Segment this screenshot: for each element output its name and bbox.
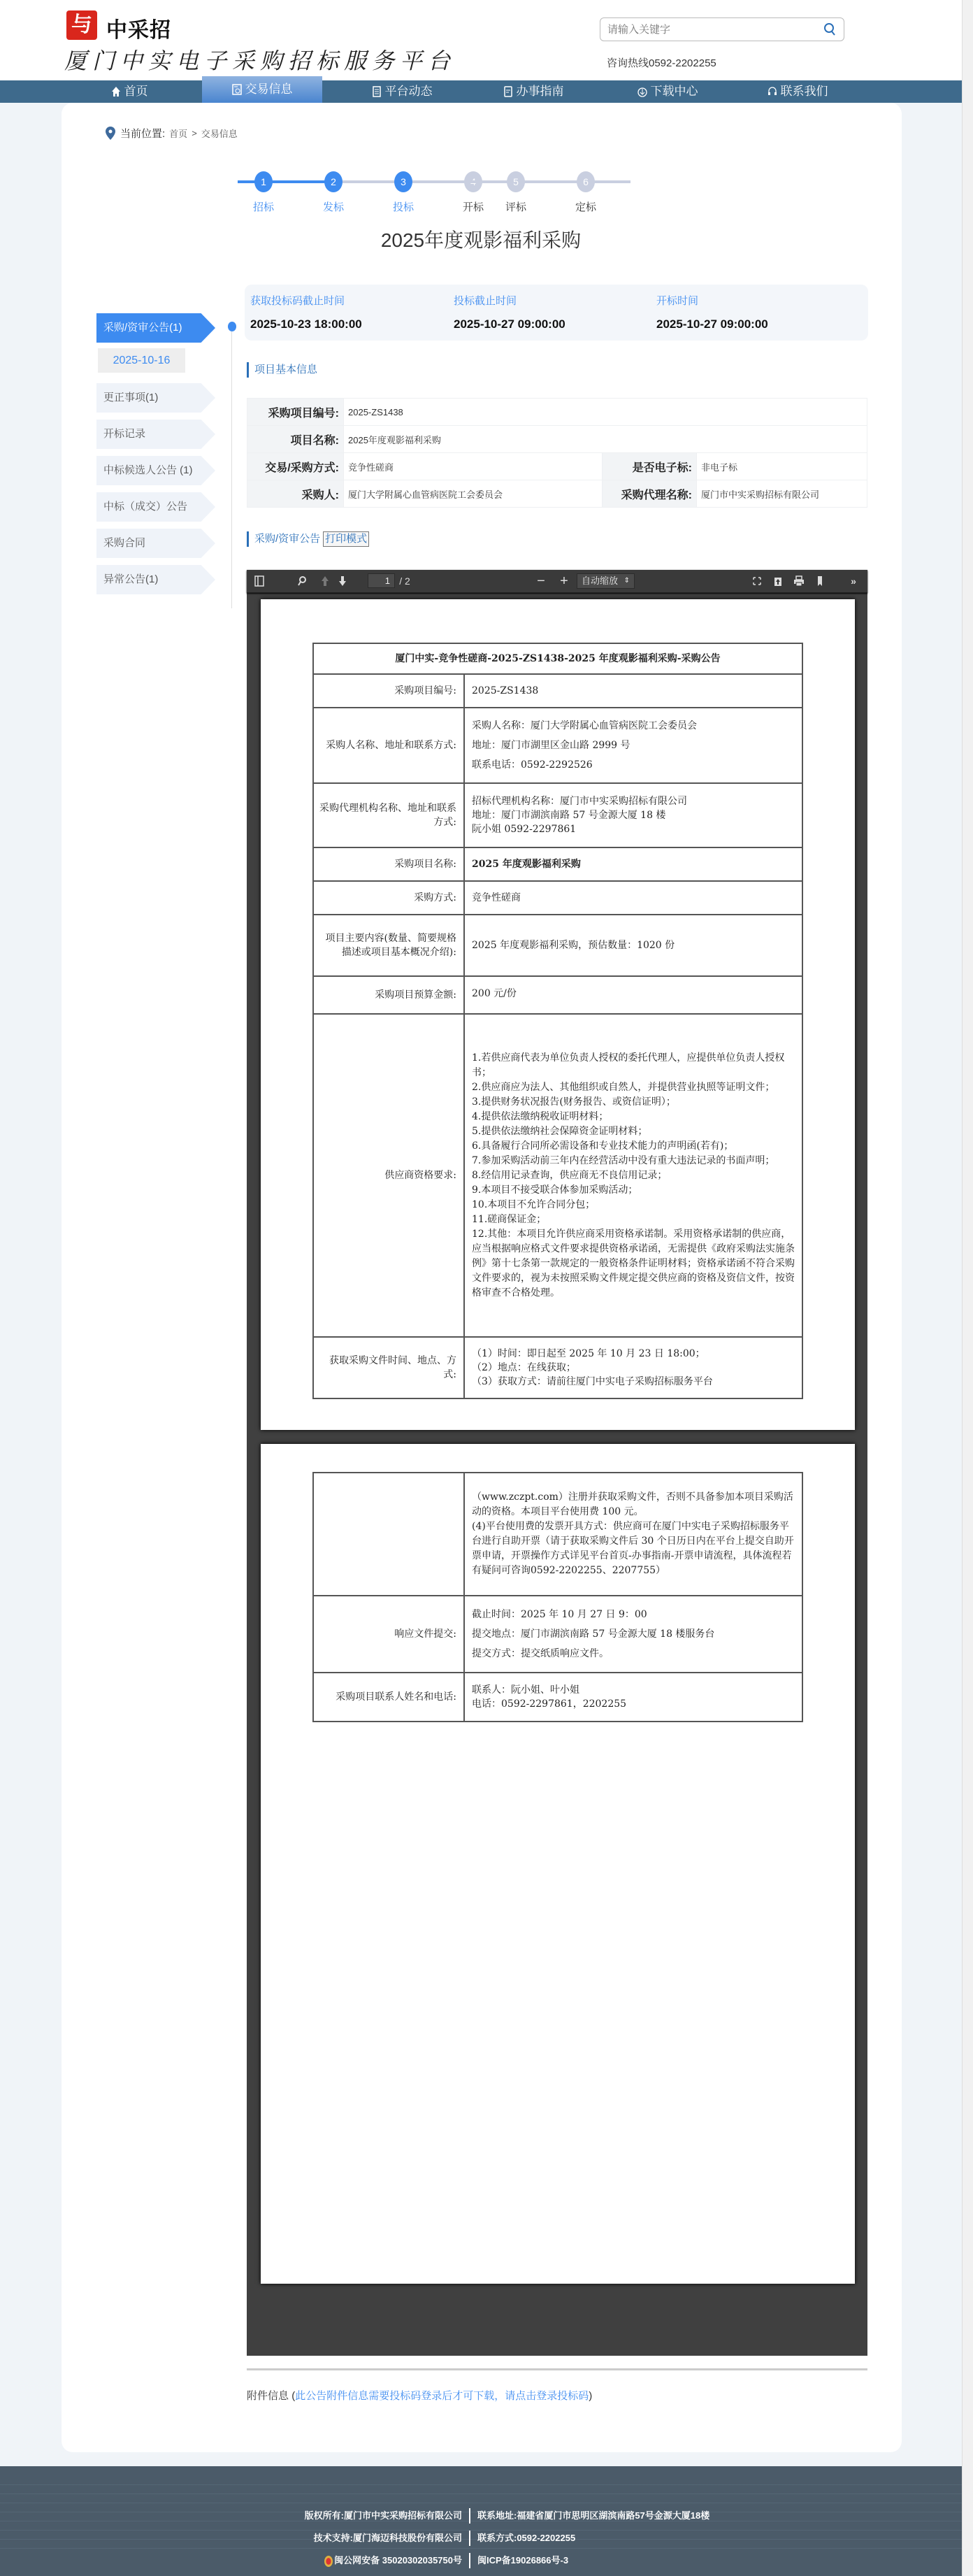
search-input[interactable] xyxy=(600,18,810,41)
home-icon xyxy=(111,86,121,97)
hotline: 咨询热线0592-2202255 xyxy=(607,57,716,69)
step-1: 1 招标 xyxy=(253,171,274,214)
project-info-table: 采购项目编号: 2025-ZS1438 项目名称: 2025年度观影福利采购 交易/采购方式: 竞争性磋商 是否电子标: 非电子标 采购人: 厦门大学附属心血管病医院工会委员会 采购代理名称: 厦门市中实采购招标有限公司 xyxy=(247,398,867,508)
zoom-in-button[interactable]: + xyxy=(560,573,568,589)
time-opening: 开标时间 2025-10-27 09:00:00 xyxy=(656,295,768,331)
main-nav xyxy=(0,80,962,103)
document-icon xyxy=(232,84,242,95)
headset-icon xyxy=(767,86,777,97)
nav-label: 办事指南 xyxy=(516,85,564,98)
footer-police-record[interactable]: 闽公网安备 35020302035750号 xyxy=(0,2552,469,2570)
time-bid-deadline: 投标截止时间 2025-10-27 09:00:00 xyxy=(454,295,565,331)
police-badge-icon xyxy=(324,2556,333,2567)
site-header xyxy=(0,0,962,80)
tools-menu-icon[interactable]: » xyxy=(851,575,856,587)
nav-label: 首页 xyxy=(124,85,148,98)
step-6: 6 定标 xyxy=(575,171,596,214)
page-title: 2025年度观影福利采购 xyxy=(380,229,582,251)
footer-copyright: 版权所有:厦门市中实采购招标有限公司 xyxy=(304,2510,462,2521)
notice-table-continued: （www.zczpt.com）注册并获取采购文件，否则不具备参加本项目采购活动的资格。本项目平台使用费 100 元。 (4)平台使用费的发票开具方式：供应商可在厦门中实电子采购招标服务平台进行自助开票（请于获取采购文件后 30 个日历日内在平台上提交自助开票申请，开票操作方式详见平台首页-办事指南-开票申请流程，具体流程若有疑问可咨询0592-2202255、2207755） 响应文件提交: 截止时间：2025 年 10 月 27 日 9：00 提交地点：厦门市湖滨南路 57 号金源大厦 18 楼服务台 提交方式：提交纸质响应文件。 采购项目联系人姓名和电话: 联系人：阮小姐、叶小姐 电话：0592-2297861，2202255 xyxy=(312,1472,803,1722)
next-page-icon[interactable] xyxy=(338,574,347,588)
download-icon xyxy=(637,86,647,97)
key-times-panel xyxy=(245,285,868,341)
breadcrumb xyxy=(105,126,238,141)
login-bid-code-link[interactable]: 此公告附件信息需要投标码登录后才可下载，请点击登录投标码 xyxy=(295,2390,589,2402)
breadcrumb-home[interactable]: 首页 xyxy=(169,129,188,139)
pdf-toolbar xyxy=(247,570,867,593)
footer-tech-support: 技术支持:厦门海迈科技股份有限公司 xyxy=(313,2533,462,2543)
previous-page-icon[interactable] xyxy=(320,574,330,588)
footer-address: 联系地址:福建省厦门市思明区湖滨南路57号金源大厦18楼 xyxy=(477,2510,710,2521)
logo-icon[interactable]: 与 xyxy=(66,10,97,40)
nav-home[interactable] xyxy=(91,80,168,103)
presentation-mode-icon[interactable] xyxy=(752,574,762,588)
sidebar-item-candidate[interactable]: 中标候选人公告 (1) xyxy=(96,456,222,485)
select-arrows-icon: ⇕ xyxy=(624,577,630,585)
site-title: 厦门中实电子采购招标服务平台 xyxy=(64,48,456,74)
print-mode-button[interactable]: 打印模式 xyxy=(323,531,369,547)
time-bid-code-deadline: 获取投标码截止时间 2025-10-23 18:00:00 xyxy=(250,295,362,331)
sidebar xyxy=(96,313,222,601)
timeline-dot xyxy=(228,322,236,331)
pdf-viewer xyxy=(247,570,867,2356)
step-3: 3 投标 xyxy=(393,171,414,214)
nav-contact[interactable] xyxy=(745,80,850,103)
attachment-info: 附件信息 (此公告附件信息需要投标码登录后才可下载，请点击登录投标码) xyxy=(247,2390,593,2402)
timeline-line xyxy=(231,329,232,608)
nav-label: 平台动态 xyxy=(384,85,433,98)
sidebar-item-correction[interactable]: 更正事项(1) xyxy=(96,383,222,413)
zoom-out-button[interactable]: − xyxy=(537,573,545,589)
divider xyxy=(247,2368,867,2370)
pdf-page-2 xyxy=(261,1444,855,2284)
notice-title: 厦门中实-竞争性磋商-2025-ZS1438-2025 年度观影福利采购-采购公告 xyxy=(313,643,802,674)
guide-icon xyxy=(503,86,513,97)
nav-guide[interactable] xyxy=(481,80,586,103)
footer-contact: 联系方式:0592-2202255 xyxy=(477,2533,576,2543)
breadcrumb-prefix: 当前位置: xyxy=(120,128,166,140)
step-2: 2 发标 xyxy=(323,171,344,214)
open-file-icon[interactable] xyxy=(773,574,783,588)
nav-label: 下载中心 xyxy=(650,85,698,98)
nav-label: 交易信息 xyxy=(245,83,293,96)
notice-table: 厦门中实-竞争性磋商-2025-ZS1438-2025 年度观影福利采购-采购公告 采购项目编号: 2025-ZS1438 采购人名称、地址和联系方式: 采购人名称：厦门大学附属心血管病医院工会委员会 地址：厦门市湖里区金山路 2999 号 联系电话：0592-2292526 采购代理机构名称、地址和联系方式: 招标代理机构名称：厦门市中实采购招标有限公司 地址：厦门市湖滨南路 57 号金源大厦 18 楼 阮小姐 0592-2297861 采购项目名称: 2025 年度观影福利采购 采购方式: 竞争性磋商 项目主要内容(数量、简要规格描述或项目基本概况介绍): 2025 年度观影福利采购，预估数量：1020 份 采购项目预算金额: 200 元/份 供应商资格要求: 1.若供应商代表为单位负责人授权的委托代理人，应提供单位负责人授权书； 2.供应商应为法人、其他组织或自然人，并提供营业执照等证明文件； 3.提供财务状况报告(财务报告、或资信证明）； 4.提供依法缴纳税收证明材料； 5.提供依法缴纳社会保障资金证明材料； 6.具备履行合同所必需设备和专业技术能力的声明函(若有)； 7.参加采购活动前三年内在经营活动中没有重大违法记录的书面声明； 8.经信用记录查询，供应商无不良信用记录； 9.本项目不接受联合体参加采购活动； 10.本项目不允许合同分包； 11.磋商保证金； 12.其他：本项目允许供应商采用资格承诺制。采用资格承诺制的供应商，应当根据响应格式文件要求提供资格承诺函，无需提供《政府采购法实施条例》第十七条第一款规定的一般资格条件证明材料；资格承诺函不符合采购文件要求的，视为未按照采购文件规定提交供应商的资格及资信文件，按资格审查不合格处理。 获取采购文件时间、地点、方式: （1）时间：即日起至 2025 年 10 月 23 日 18:00； （2）地点：在线获取； （3）获取方式：请前往厦门中实电子采购招标服务平台 xyxy=(312,643,803,1399)
sidebar-item-abnormal[interactable]: 异常公告(1) xyxy=(96,565,222,594)
news-icon xyxy=(372,86,382,97)
footer-icp[interactable]: 闽ICP备19026866号-3 xyxy=(477,2555,569,2566)
zoom-select[interactable]: 自动缩放 ⇕ xyxy=(577,573,635,589)
find-icon[interactable] xyxy=(297,574,307,588)
search-box xyxy=(600,17,844,41)
attachment-label: 附件信息 xyxy=(247,2390,289,2402)
site-footer xyxy=(0,2466,962,2576)
progress-steps-continued xyxy=(421,171,630,220)
nav-platform-news[interactable] xyxy=(349,80,454,103)
search-icon[interactable] xyxy=(823,22,837,36)
print-icon[interactable] xyxy=(793,574,805,588)
page-number-input[interactable]: 1 xyxy=(368,573,395,588)
sidebar-item-notice[interactable]: 采购/资审公告(1) xyxy=(96,313,222,343)
sidebar-toggle-icon[interactable] xyxy=(254,574,265,588)
logo-text[interactable]: 中采招 xyxy=(106,19,171,42)
step-4: 开标 xyxy=(463,171,484,214)
step-5: 5 评标 xyxy=(505,171,526,214)
sidebar-item-award[interactable]: 中标（成交）公告 xyxy=(96,492,222,522)
nav-label: 联系我们 xyxy=(780,85,828,98)
nav-trade-info[interactable] xyxy=(202,76,322,103)
page-scrollbar[interactable] xyxy=(962,0,973,2576)
breadcrumb-separator: > xyxy=(192,128,197,138)
breadcrumb-current[interactable]: 交易信息 xyxy=(201,129,238,139)
location-pin-icon xyxy=(105,127,116,141)
nav-download[interactable] xyxy=(615,80,720,103)
section-title-notice: 采购/资审公告 打印模式 xyxy=(247,531,369,547)
page-total: / 2 xyxy=(399,575,410,587)
pdf-page-1 xyxy=(261,599,855,1430)
bookmark-icon[interactable] xyxy=(816,574,823,588)
section-title-basic-info: 项目基本信息 xyxy=(247,362,317,378)
sidebar-notice-date[interactable]: 2025-10-16 xyxy=(98,348,185,373)
progress-line-done xyxy=(238,180,330,183)
sidebar-item-opening-record[interactable]: 开标记录 xyxy=(96,420,222,449)
sidebar-item-contract[interactable]: 采购合同 xyxy=(96,529,222,558)
